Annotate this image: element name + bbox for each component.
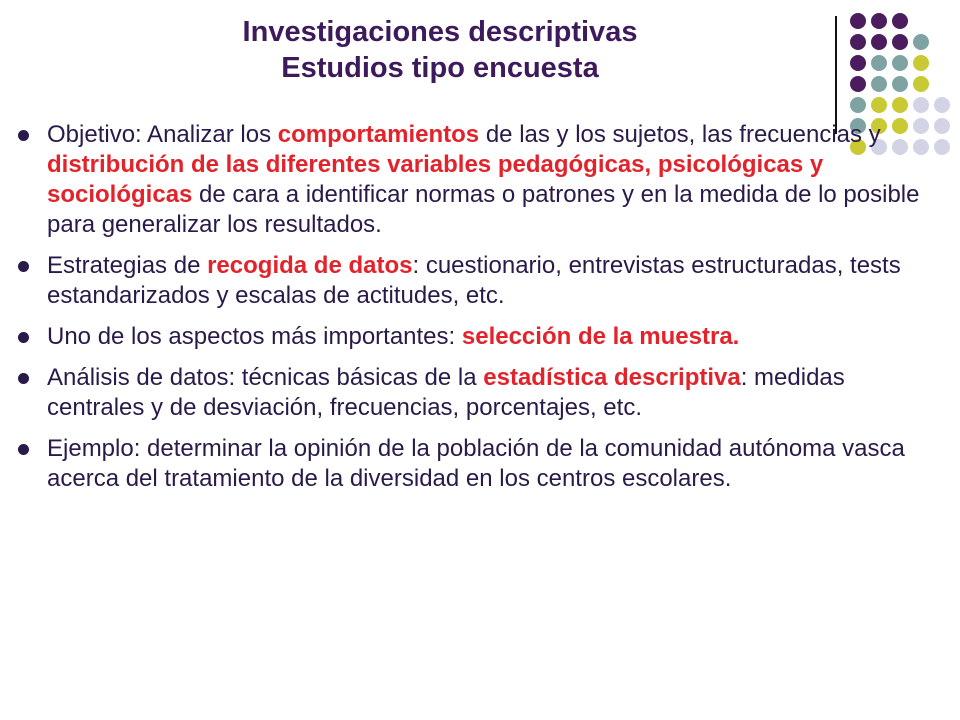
decorative-dot — [913, 55, 929, 71]
bullet-item — [0, 120, 960, 240]
bullet-text: de las y los sujetos, las frecuencias y — [479, 121, 881, 148]
bullet-text: Objetivo: Analizar los — [47, 121, 278, 148]
decorative-dot — [850, 13, 866, 29]
decorative-dot — [892, 34, 908, 50]
decorative-dot — [892, 97, 908, 113]
bullet-text: de cara a identificar normas o patrones y en la medida de lo posible para generalizar los resultados. — [47, 181, 920, 238]
decorative-dot — [892, 13, 908, 29]
title-line-1: Investigaciones descriptivas — [242, 16, 638, 48]
bullet-text: : medidas centrales y de desviación, frecuencias, porcentajes, etc. — [47, 364, 845, 421]
highlighted-text: estadística descriptiva — [483, 364, 741, 391]
decorative-dot — [871, 34, 887, 50]
decorative-dot — [913, 34, 929, 50]
bullet-list — [0, 120, 960, 505]
highlighted-text: selección de la muestra. — [461, 323, 740, 350]
decorative-dot — [850, 34, 866, 50]
decorative-dot — [850, 97, 866, 113]
bullet-marker-icon — [18, 373, 29, 384]
bullet-text: Uno de los aspectos más importantes: — [47, 323, 462, 350]
bullet-marker-icon — [18, 332, 29, 343]
decorative-dot — [892, 76, 908, 92]
bullet-text: Análisis de datos: técnicas básicas de la — [47, 364, 484, 391]
decorative-dot — [934, 97, 950, 113]
decorative-dot — [871, 55, 887, 71]
decorative-dot — [871, 76, 887, 92]
highlighted-text: distribución de las diferentes variables pedagógicas, psicológicas y sociológicas — [47, 151, 824, 208]
decorative-dot — [892, 55, 908, 71]
decorative-dot — [913, 76, 929, 92]
bullet-marker-icon — [18, 130, 29, 141]
title-line-2: Estudios tipo encuesta — [281, 52, 599, 84]
highlighted-text: recogida de datos — [207, 252, 413, 279]
decorative-dot — [913, 97, 929, 113]
bullet-text: : cuestionario, entrevistas estructuradas, tests estandarizados y escalas de actitudes, etc. — [47, 252, 901, 309]
bullet-marker-icon — [18, 444, 29, 455]
bullet-item — [0, 434, 960, 494]
bullet-item — [0, 251, 960, 311]
bullet-item — [0, 322, 960, 352]
decorative-dot — [871, 13, 887, 29]
bullet-marker-icon — [18, 261, 29, 272]
highlighted-text: comportamientos — [277, 121, 480, 148]
bullet-text: Estrategias de — [47, 252, 208, 279]
decorative-dot — [850, 76, 866, 92]
bullet-item — [0, 363, 960, 423]
bullet-text: Ejemplo: determinar la opinión de la población de la comunidad autónoma vasca acerca del tratamiento de la diversidad en los centros escolares. — [47, 435, 905, 492]
decorative-dot — [850, 55, 866, 71]
decorative-dot — [871, 97, 887, 113]
